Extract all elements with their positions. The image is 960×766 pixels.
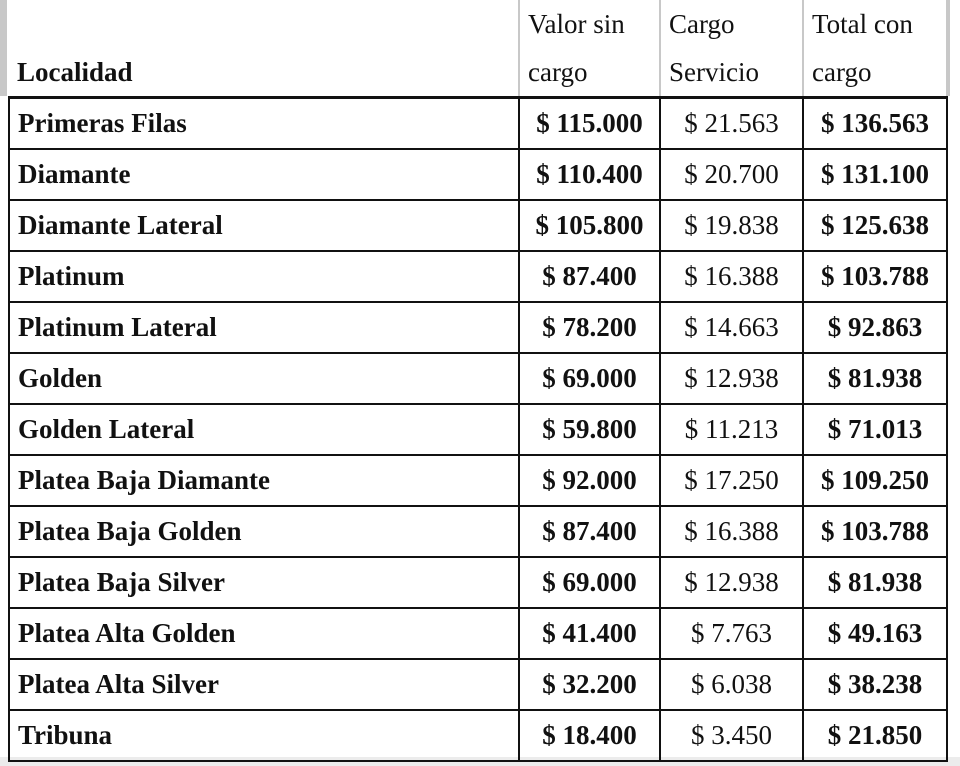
cell-valor-sin-cargo: $ 59.800	[519, 404, 660, 455]
cell-total-con-cargo: $ 125.638	[803, 200, 947, 251]
cell-valor-sin-cargo: $ 32.200	[519, 659, 660, 710]
cell-cargo-servicio: $ 12.938	[660, 557, 803, 608]
cell-cargo-servicio: $ 14.663	[660, 302, 803, 353]
header-cargo-line2: Servicio	[669, 57, 759, 87]
cell-localidad: Platea Alta Golden	[9, 608, 519, 659]
cell-total-con-cargo: $ 136.563	[803, 98, 947, 150]
price-table	[8, 0, 948, 762]
cell-valor-sin-cargo: $ 69.000	[519, 557, 660, 608]
cell-valor-sin-cargo: $ 18.400	[519, 710, 660, 761]
cell-total-con-cargo: $ 103.788	[803, 506, 947, 557]
cell-cargo-servicio: $ 16.388	[660, 506, 803, 557]
cell-localidad: Primeras Filas	[9, 98, 519, 150]
price-table-body	[9, 98, 947, 762]
cell-cargo-servicio: $ 20.700	[660, 149, 803, 200]
table-row	[9, 710, 947, 761]
header-cargo-servicio	[660, 0, 803, 98]
table-row	[9, 200, 947, 251]
cell-cargo-servicio: $ 16.388	[660, 251, 803, 302]
cell-valor-sin-cargo: $ 92.000	[519, 455, 660, 506]
table-row	[9, 455, 947, 506]
header-valor-line2: cargo	[528, 57, 588, 87]
cell-cargo-servicio: $ 3.450	[660, 710, 803, 761]
cell-total-con-cargo: $ 131.100	[803, 149, 947, 200]
cell-localidad: Platea Baja Golden	[9, 506, 519, 557]
table-row	[9, 659, 947, 710]
cell-cargo-servicio: $ 11.213	[660, 404, 803, 455]
cell-cargo-servicio: $ 19.838	[660, 200, 803, 251]
header-total-line2: cargo	[812, 57, 872, 87]
cell-valor-sin-cargo: $ 41.400	[519, 608, 660, 659]
cell-valor-sin-cargo: $ 78.200	[519, 302, 660, 353]
table-row	[9, 353, 947, 404]
cell-localidad: Platea Baja Diamante	[9, 455, 519, 506]
cell-localidad: Platea Baja Silver	[9, 557, 519, 608]
cell-total-con-cargo: $ 81.938	[803, 557, 947, 608]
table-row	[9, 608, 947, 659]
cell-cargo-servicio: $ 6.038	[660, 659, 803, 710]
cell-localidad: Diamante Lateral	[9, 200, 519, 251]
cell-total-con-cargo: $ 92.863	[803, 302, 947, 353]
left-gutter	[0, 0, 7, 96]
cell-cargo-servicio: $ 12.938	[660, 353, 803, 404]
cell-localidad: Golden Lateral	[9, 404, 519, 455]
header-total-line1: Total con	[812, 9, 913, 39]
cell-total-con-cargo: $ 81.938	[803, 353, 947, 404]
header-total-con-cargo	[803, 0, 947, 98]
table-row	[9, 149, 947, 200]
cell-valor-sin-cargo: $ 87.400	[519, 251, 660, 302]
table-row	[9, 404, 947, 455]
cell-localidad: Golden	[9, 353, 519, 404]
cell-total-con-cargo: $ 49.163	[803, 608, 947, 659]
cell-cargo-servicio: $ 21.563	[660, 98, 803, 150]
table-row	[9, 506, 947, 557]
cell-total-con-cargo: $ 21.850	[803, 710, 947, 761]
price-table-header	[9, 0, 947, 98]
table-row	[9, 251, 947, 302]
cell-localidad: Platinum Lateral	[9, 302, 519, 353]
cell-localidad: Tribuna	[9, 710, 519, 761]
cell-localidad: Platinum	[9, 251, 519, 302]
cell-valor-sin-cargo: $ 110.400	[519, 149, 660, 200]
cell-localidad: Platea Alta Silver	[9, 659, 519, 710]
cell-valor-sin-cargo: $ 87.400	[519, 506, 660, 557]
cell-total-con-cargo: $ 103.788	[803, 251, 947, 302]
cell-valor-sin-cargo: $ 105.800	[519, 200, 660, 251]
cell-valor-sin-cargo: $ 115.000	[519, 98, 660, 150]
cell-valor-sin-cargo: $ 69.000	[519, 353, 660, 404]
table-row	[9, 302, 947, 353]
table-row	[9, 98, 947, 150]
cell-cargo-servicio: $ 7.763	[660, 608, 803, 659]
cell-cargo-servicio: $ 17.250	[660, 455, 803, 506]
cell-total-con-cargo: $ 71.013	[803, 404, 947, 455]
header-cargo-line1: Cargo	[669, 9, 735, 39]
cell-total-con-cargo: $ 109.250	[803, 455, 947, 506]
table-row	[9, 557, 947, 608]
cell-total-con-cargo: $ 38.238	[803, 659, 947, 710]
header-valor-line1: Valor sin	[528, 9, 625, 39]
header-localidad: Localidad	[17, 57, 133, 87]
cell-localidad: Diamante	[9, 149, 519, 200]
header-valor-sin-cargo	[519, 0, 660, 98]
